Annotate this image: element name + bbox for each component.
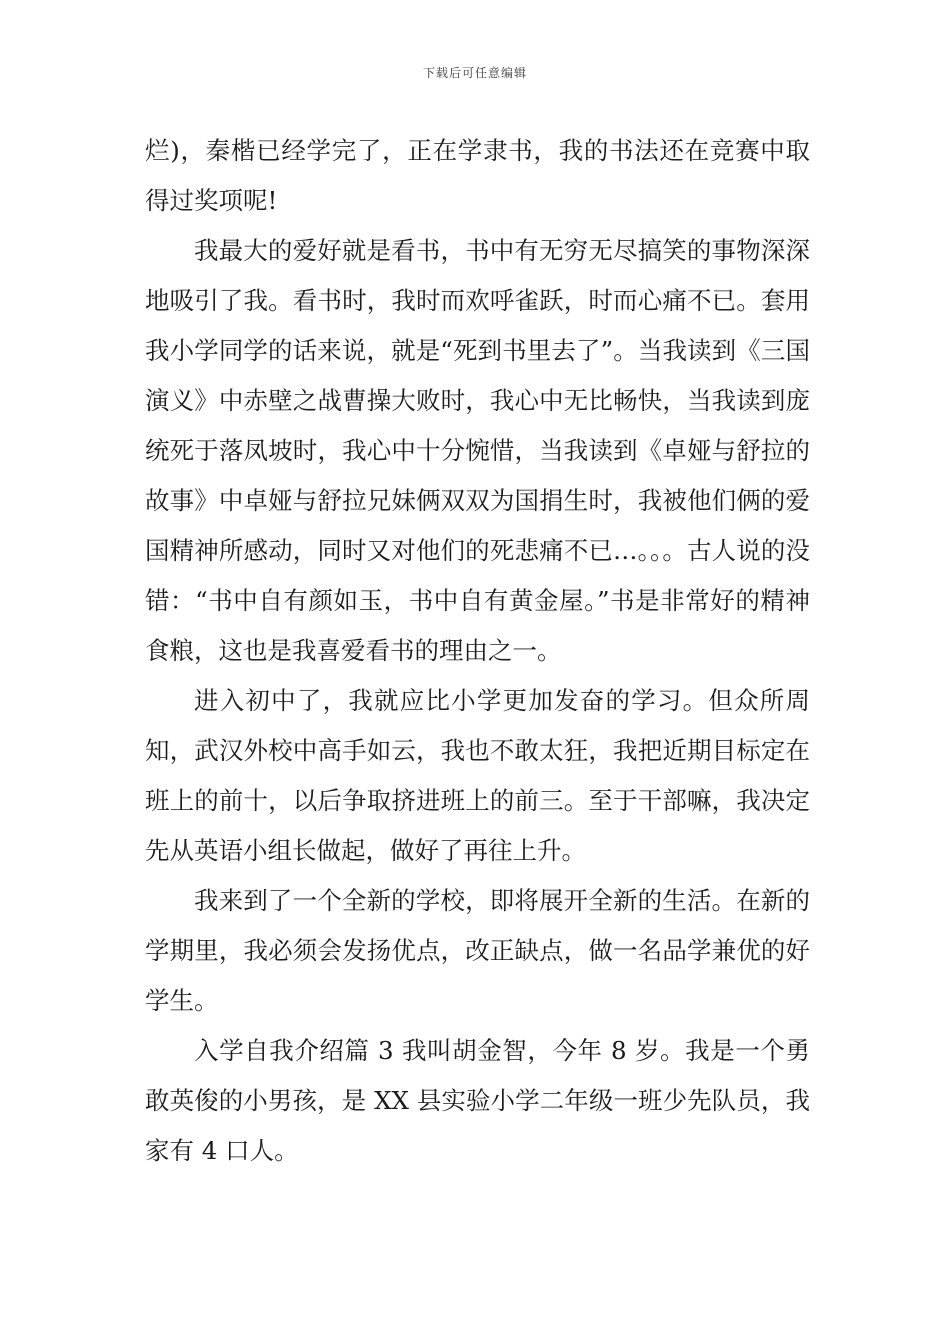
paragraph-reading-hobby: 我最大的爱好就是看书，书中有无穷无尽搞笑的事物深深地吸引了我。看书时，我时而欢呼雀跃，时而心痛不已。套用我小学同学的话来说，就是“死到书里去了”。当我读到《三国演义》中赤壁之战曹操大败时，我心中无比畅快，当我读到庞统死于落凤坡时，我心中十分惋惜，当我读到《卓娅与舒拉的故事》中卓娅与舒拉兄妹俩双双为国捐生时，我被他们俩的爱国精神所感动，同时又对他们的死悲痛不已…。。。古人说的没错：“书中自有颜如玉，书中自有黄金屋。”书是非常好的精神食粮，这也是我喜爱看书的理由之一。 — [145, 236, 810, 665]
paragraph-new-school: 我来到了一个全新的学校，即将展开全新的生活。在新的学期里，我必须会发扬优点，改正缺点，做一名品学兼优的好学生。 — [145, 886, 810, 1015]
page-header: 下载后可任意编辑 — [422, 66, 527, 80]
paragraph-self-intro-3: 入学自我介绍篇 3 我叫胡金智，今年 8 岁。我是一个勇敢英俊的小男孩，是 XX 县实验小学二年级一班少先队员，我家有 4 口人。 — [145, 1036, 810, 1165]
paragraph-study-goals: 进入初中了，我就应比小学更加发奋的学习。但众所周知，武汉外校中高手如云，我也不敢太狂，我把近期目标定在班上的前十，以后争取挤进班上的前三。至于干部嘛，我决定先从英语小组长做起，做好了再往上升。 — [145, 686, 810, 865]
document-body — [145, 126, 810, 1176]
paragraph-continuation: 烂)，秦楷已经学完了，正在学隶书，我的书法还在竞赛中取得过奖项呢! — [145, 136, 810, 215]
